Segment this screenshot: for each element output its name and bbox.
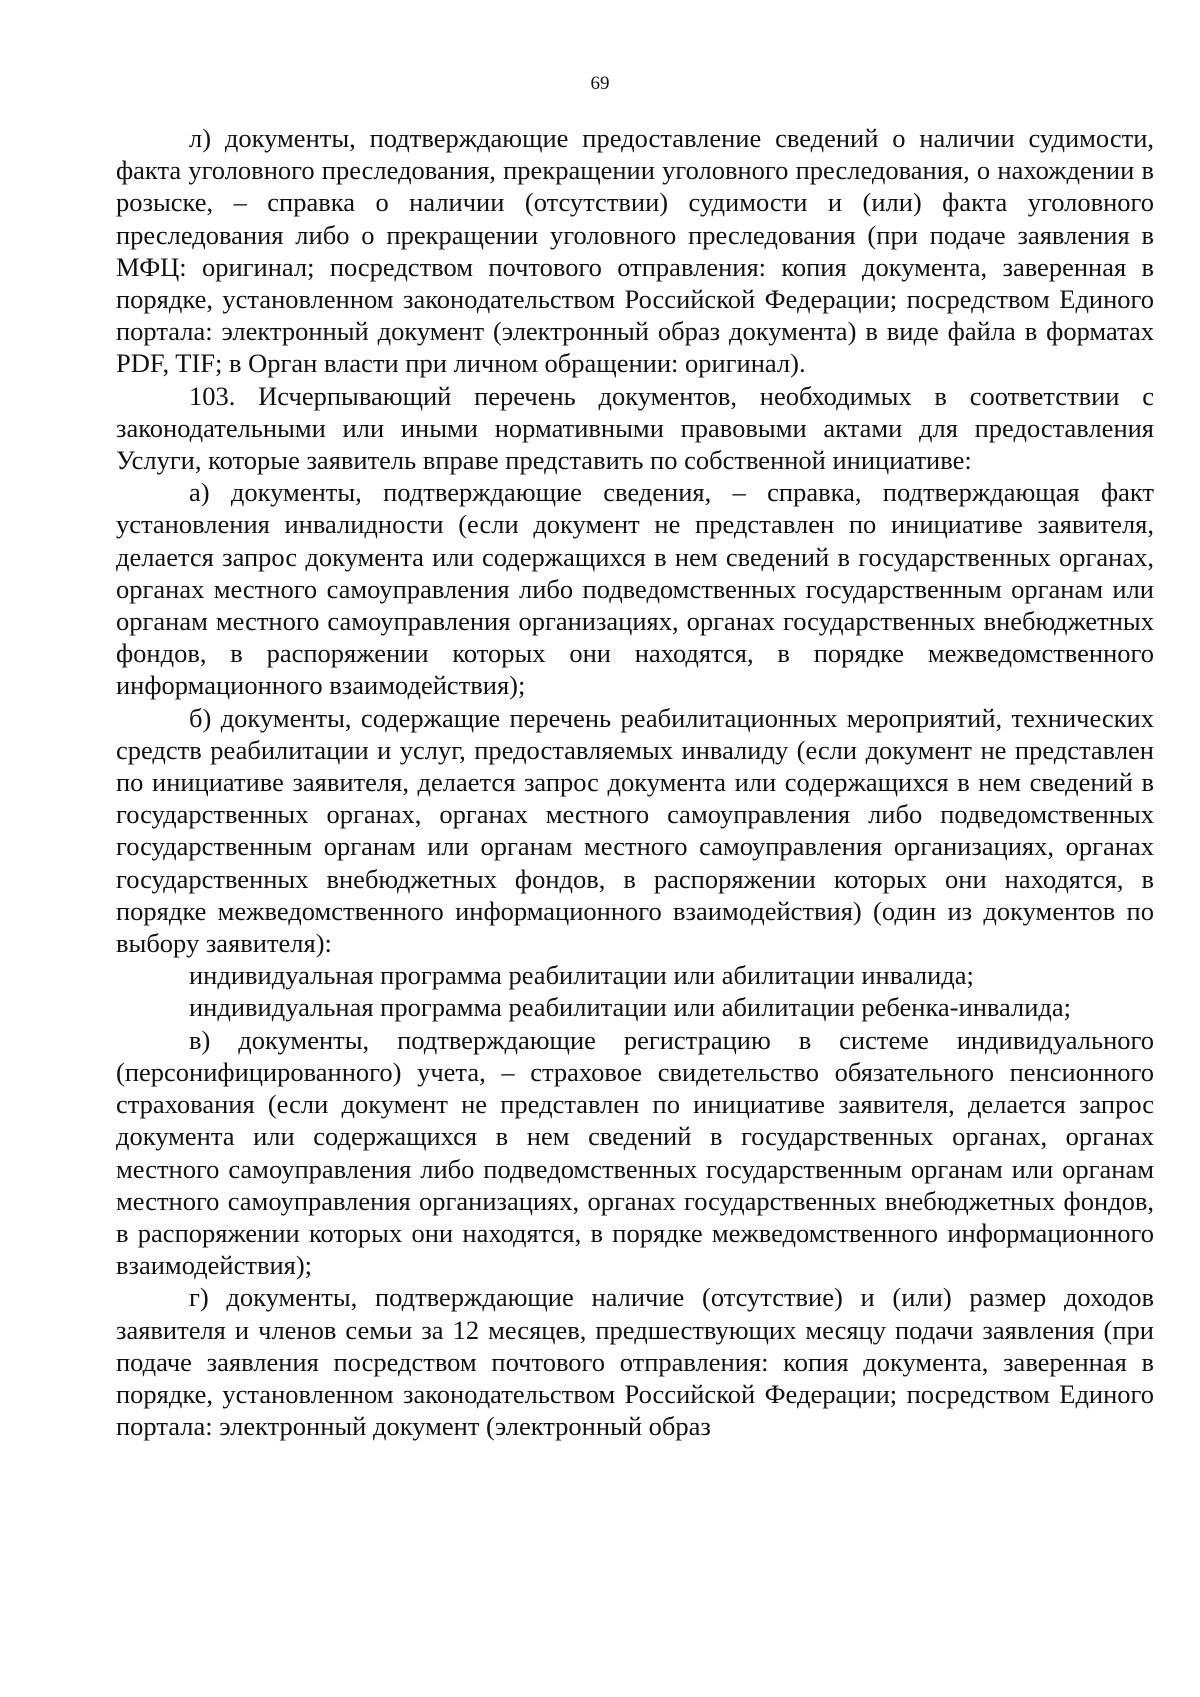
paragraph-program-disabled-child: индивидуальная программа реабилитации или абилитации ребенка-инвалида; xyxy=(189,992,1072,1023)
document-body xyxy=(116,122,1154,1442)
paragraph-l-criminal-record: л) документы, подтверждающие предоставление сведений о наличии судимости, факта уголовного преследования, прекращении уголовного преследования, о нахождении в розыске, – справка о наличии (отсутствии) судимости и (или) факта уголовного преследования либо о прекращении уголовного преследования (при подаче заявления в МФЦ: оригинал; посредством почтового отправления: копия документа, заверенная в порядке, установленном законодательством Российской Федерации; посредством Единого портала: электронный документ (электронный образ документа) в виде файла в форматах PDF, TIF; в Орган власти при личном обращении: оригинал). xyxy=(116,123,1154,379)
paragraph-b-rehabilitation-documents: б) документы, содержащие перечень реабилитационных мероприятий, технических средств реабилитации и услуг, предоставляемых инвалиду (если документ не представлен по инициативе заявителя, делается запрос документа или содержащихся в нем сведений в государственных органах, органах местного самоуправления либо подведомственных государственным органам или органам местного самоуправления организациях, органах государственных внебюджетных фондов, в распоряжении которых они находятся, в порядке межведомственного информационного взаимодействия) (один из документов по выбору заявителя): xyxy=(116,702,1154,959)
paragraph-a-disability-certificate: а) документы, подтверждающие сведения, – справка, подтверждающая факт установления инвалидности (если документ не представлен по инициативе заявителя, делается запрос документа или содержащихся в нем сведений в государственных органах, органах местного самоуправления либо подведомственных государственным органам или органам местного самоуправления организациях, органах государственных внебюджетных фондов, в распоряжении которых они находятся, в порядке межведомственного информационного взаимодействия); xyxy=(116,477,1154,701)
paragraph-103-document-list: 103. Исчерпывающий перечень документов, необходимых в соответствии с законодательными или иными нормативными правовыми актами для предоставления Услуги, которые заявитель вправе представить по собственной инициативе: xyxy=(116,380,1154,476)
paragraph-v-insurance-certificate: в) документы, подтверждающие регистрацию в системе индивидуального (персонифицированного) учета, – страховое свидетельство обязательного пенсионного страхования (если документ не представлен по инициативе заявителя, делается запрос документа или содержащихся в нем сведений в государственных органах, органах местного самоуправления либо подведомственных государственным органам или органам местного самоуправления организациях, органах государственных внебюджетных фондов, в распоряжении которых они находятся, в порядке межведомственного информационного взаимодействия); xyxy=(116,1024,1154,1281)
paragraph-program-disabled: индивидуальная программа реабилитации или абилитации инвалида; xyxy=(189,960,974,991)
paragraph-g-income-documents: г) документы, подтверждающие наличие (отсутствие) и (или) размер доходов заявителя и членов семьи за 12 месяцев, предшествующих месяцу подачи заявления (при подаче заявления посредством почтового отправления: копия документа, заверенная в порядке, установленном законодательством Российской Федерации; посредством Единого портала: электронный документ (электронный образ xyxy=(116,1282,1154,1442)
page-number: 69 xyxy=(590,73,610,94)
